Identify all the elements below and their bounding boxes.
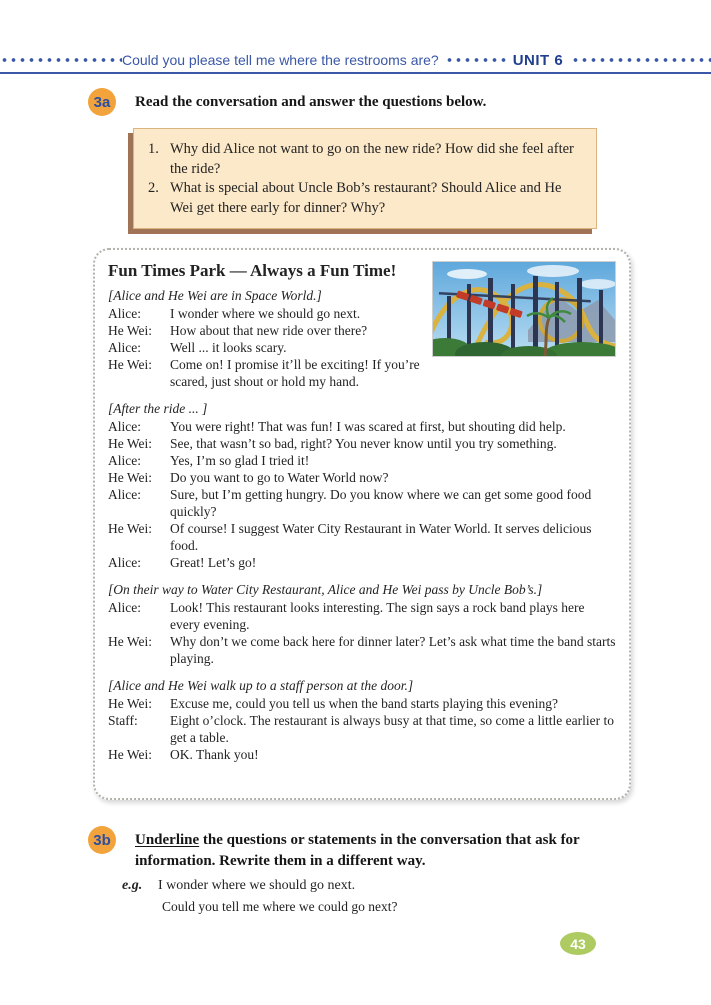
dotted-separator: [0, 57, 122, 63]
dialogue-text: Look! This restaurant looks interesting. The sign says a rock band plays here every evening.: [170, 600, 585, 632]
dialogue-line: [108, 712, 616, 746]
conversation-box: [93, 248, 631, 800]
example-original-sentence: I wonder where we should go next.: [158, 878, 356, 893]
section-3b-instruction: [135, 830, 643, 872]
instruction-rest: the questions or statements in the conversation that ask for information. Rewrite them in a different way.: [135, 832, 580, 869]
speaker-label: Staff:: [108, 713, 138, 728]
dialogue-text: OK. Thank you!: [170, 747, 259, 762]
page-header: [0, 50, 711, 70]
dialogue-line: [108, 469, 616, 486]
section-badge-3a: 3a: [88, 88, 116, 116]
dialogue-line: [108, 452, 616, 469]
speaker-label: Alice:: [108, 453, 141, 468]
question-number: 1.: [148, 141, 159, 157]
section-badge-3b: 3b: [88, 826, 116, 854]
question-item: [148, 140, 580, 179]
stage-direction: [On their way to Water City Restaurant, Alice and He Wei pass by Uncle Bob’s.]: [108, 582, 543, 597]
speaker-label: He Wei:: [108, 357, 153, 372]
page-number-badge: 43: [560, 932, 596, 955]
conversation-title: Fun Times Park — Always a Fun Time!: [108, 261, 397, 280]
dialogue-line: [108, 554, 616, 571]
dialogue-text: See, that wasn’t so bad, right? You never know until you try something.: [170, 436, 557, 451]
question-text: What is special about Uncle Bob’s restaurant? Should Alice and He Wei get there early for dinner? Why?: [170, 180, 562, 216]
speaker-label: He Wei:: [108, 747, 153, 762]
dialogue-text: How about that new ride over there?: [170, 323, 368, 338]
dotted-separator: [571, 57, 711, 63]
section-3a-instruction: Read the conversation and answer the questions below.: [135, 94, 487, 110]
dialogue-text: I wonder where we should go next.: [170, 306, 361, 321]
example-rewritten-sentence: Could you tell me where we could go next?: [162, 899, 398, 914]
speaker-label: He Wei:: [108, 470, 153, 485]
dialogue-line: [108, 633, 616, 667]
dialogue-text: Excuse me, could you tell us when the band starts playing this evening?: [170, 696, 559, 711]
stage-direction: [After the ride ... ]: [108, 401, 208, 416]
dialogue-text: Sure, but I’m getting hungry. Do you know where we can get some good food quickly?: [170, 487, 592, 519]
dialogue-text: Come on! I promise it’ll be exciting! If you’re scared, just shout or hold my hand.: [170, 357, 420, 389]
dotted-separator: [445, 57, 507, 63]
dialogue-text: Great! Let’s go!: [170, 555, 257, 570]
speaker-label: Alice:: [108, 555, 141, 570]
speaker-label: He Wei:: [108, 436, 153, 451]
dialogue-text: Well ... it looks scary.: [170, 340, 287, 355]
dialogue-line: [108, 746, 616, 763]
speaker-label: He Wei:: [108, 634, 153, 649]
underline-word: Underline: [135, 832, 200, 848]
speaker-label: Alice:: [108, 487, 141, 502]
speaker-label: Alice:: [108, 340, 141, 355]
speaker-label: Alice:: [108, 419, 141, 434]
header-rule: [0, 72, 711, 74]
dialogue-line: [108, 520, 616, 554]
roller-coaster-photo: [432, 261, 616, 357]
dialogue-text: Yes, I’m so glad I tried it!: [170, 453, 310, 468]
questions-box: [133, 128, 597, 229]
example-label: e.g.: [122, 878, 143, 893]
dialogue-line: [108, 418, 616, 435]
header-question-title: Could you please tell me where the restrooms are?: [122, 52, 439, 68]
dialogue-text: Of course! I suggest Water City Restaurant in Water World. It serves delicious food.: [170, 521, 592, 553]
stage-direction: [Alice and He Wei walk up to a staff person at the door.]: [108, 678, 414, 693]
speaker-label: Alice:: [108, 600, 141, 615]
question-text: Why did Alice not want to go on the new ride? How did she feel after the ride?: [170, 141, 574, 177]
dialogue-text: You were right! That was fun! I was scared at first, but shouting did help.: [170, 419, 566, 434]
dialogue-line: [108, 356, 616, 390]
speaker-label: He Wei:: [108, 696, 153, 711]
dialogue-text: Why don’t we come back here for dinner later? Let’s ask what time the band starts playing.: [170, 634, 616, 666]
dialogue-line: [108, 599, 616, 633]
dialogue-line: [108, 695, 616, 712]
speaker-label: He Wei:: [108, 323, 153, 338]
unit-label: UNIT 6: [512, 51, 564, 69]
example-block: [122, 876, 602, 916]
question-item: [148, 179, 580, 218]
speaker-label: Alice:: [108, 306, 141, 321]
speaker-label: He Wei:: [108, 521, 153, 536]
dialogue-line: [108, 486, 616, 520]
question-number: 2.: [148, 180, 159, 196]
dialogue-text: Eight o’clock. The restaurant is always busy at that time, so come a little earlier to get a table.: [170, 713, 614, 745]
dialogue-text: Do you want to go to Water World now?: [170, 470, 389, 485]
dialogue-line: [108, 435, 616, 452]
stage-direction: [Alice and He Wei are in Space World.]: [108, 288, 322, 303]
